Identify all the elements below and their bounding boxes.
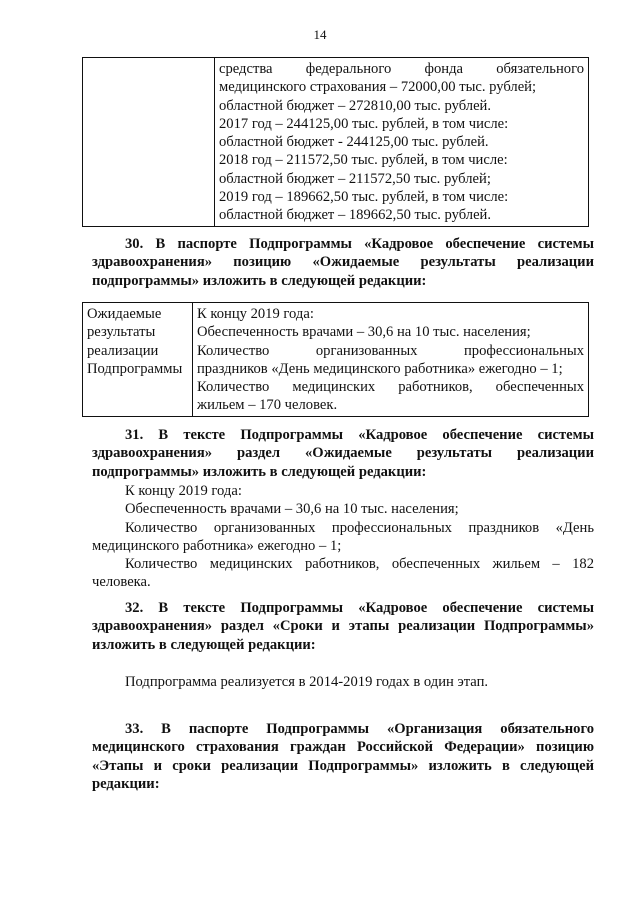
section-32-body bbox=[92, 673, 594, 691]
section-32-heading bbox=[92, 599, 594, 654]
section-32-body-line: Подпрограмма реализуется в 2014-2019 годах в один этап. bbox=[125, 674, 489, 690]
section-33-line: медицинского страхования граждан Российской Федерации» позицию bbox=[92, 739, 594, 756]
section-31-line: 31. В тексте Подпрограммы «Кадровое обеспечение системы bbox=[125, 427, 594, 443]
result-line: Обеспеченность врачами – 30,6 на 10 тыс. населения; bbox=[197, 324, 531, 341]
section-31-body-line: Количество организованных профессиональных праздников «День bbox=[125, 519, 594, 536]
section-31-body-line: медицинского работника» ежегодно – 1; bbox=[92, 537, 342, 554]
financing-table-empty-cell bbox=[83, 58, 215, 227]
financing-line: 2017 год – 244125,00 тыс. рублей, в том числе: bbox=[219, 115, 509, 132]
section-32-line: изложить в следующей редакции: bbox=[92, 636, 316, 653]
section-31-heading bbox=[92, 426, 594, 481]
financing-line: областной бюджет – 211572,50 тыс. рублей; bbox=[219, 170, 491, 187]
result-line: Количество медицинских работников, обеспеченных bbox=[197, 379, 584, 396]
section-30-heading bbox=[92, 235, 594, 290]
financing-table-content-cell bbox=[215, 58, 589, 227]
section-31-body-line: К концу 2019 года: bbox=[125, 483, 242, 499]
financing-line: медицинского страхования – 72000,00 тыс. рублей; bbox=[219, 79, 537, 96]
section-33-line: редакции: bbox=[92, 775, 160, 792]
section-33-line: «Этапы и сроки реализации Подпрограммы» изложить в следующей bbox=[92, 757, 594, 774]
section-31-body-line: Обеспеченность врачами – 30,6 на 10 тыс. населения; bbox=[125, 501, 459, 518]
result-line: Количество организованных профессиональных bbox=[197, 342, 584, 359]
financing-line: областной бюджет – 189662,50 тыс. рублей. bbox=[219, 207, 492, 224]
section-32-line: 32. В тексте Подпрограммы «Кадровое обеспечение системы bbox=[125, 600, 594, 616]
section-30-line: подпрограммы» изложить в следующей редакции: bbox=[92, 272, 427, 289]
section-33-line: 33. В паспорте Подпрограммы «Организация обязательного bbox=[125, 721, 594, 737]
financing-line: 2019 год – 189662,50 тыс. рублей, в том числе: bbox=[219, 189, 509, 206]
section-31-body-line: человека. bbox=[92, 574, 151, 591]
section-33-heading bbox=[92, 720, 594, 793]
financing-table bbox=[82, 57, 589, 227]
expected-results-table bbox=[82, 302, 589, 417]
financing-line: областной бюджет – 272810,00 тыс. рублей. bbox=[219, 97, 492, 114]
expected-results-label-cell bbox=[83, 303, 193, 417]
result-line: жильем – 170 человек. bbox=[197, 397, 338, 414]
financing-line: средства федерального фонда обязательного bbox=[219, 61, 584, 77]
section-32-line: здравоохранения» раздел «Сроки и этапы реализации Подпрограммы» bbox=[92, 618, 594, 635]
result-line: праздников «День медицинского работника» ежегодно – 1; bbox=[197, 360, 563, 377]
section-30-line: 30. В паспорте Подпрограммы «Кадровое обеспечение системы bbox=[125, 236, 594, 252]
section-31-line: здравоохранения» раздел «Ожидаемые результаты реализации bbox=[92, 445, 594, 462]
label-line: Ожидаемые bbox=[87, 306, 162, 322]
expected-results-value-cell bbox=[193, 303, 589, 417]
financing-line: областной бюджет - 244125,00 тыс. рублей. bbox=[219, 134, 489, 151]
section-31-body bbox=[92, 482, 594, 592]
section-31-line: подпрограммы» изложить в следующей редакции: bbox=[92, 463, 427, 480]
section-31-body-line: Количество медицинских работников, обеспеченных жильем – 182 bbox=[125, 556, 594, 573]
financing-line: 2018 год – 211572,50 тыс. рублей, в том числе: bbox=[219, 152, 508, 169]
label-line: реализации bbox=[87, 342, 159, 359]
label-line: Подпрограммы bbox=[87, 360, 183, 377]
result-line: К концу 2019 года: bbox=[197, 306, 314, 322]
label-line: результаты bbox=[87, 324, 156, 341]
page-number: 14 bbox=[313, 27, 327, 42]
section-30-line: здравоохранения» позицию «Ожидаемые результаты реализации bbox=[92, 254, 594, 271]
